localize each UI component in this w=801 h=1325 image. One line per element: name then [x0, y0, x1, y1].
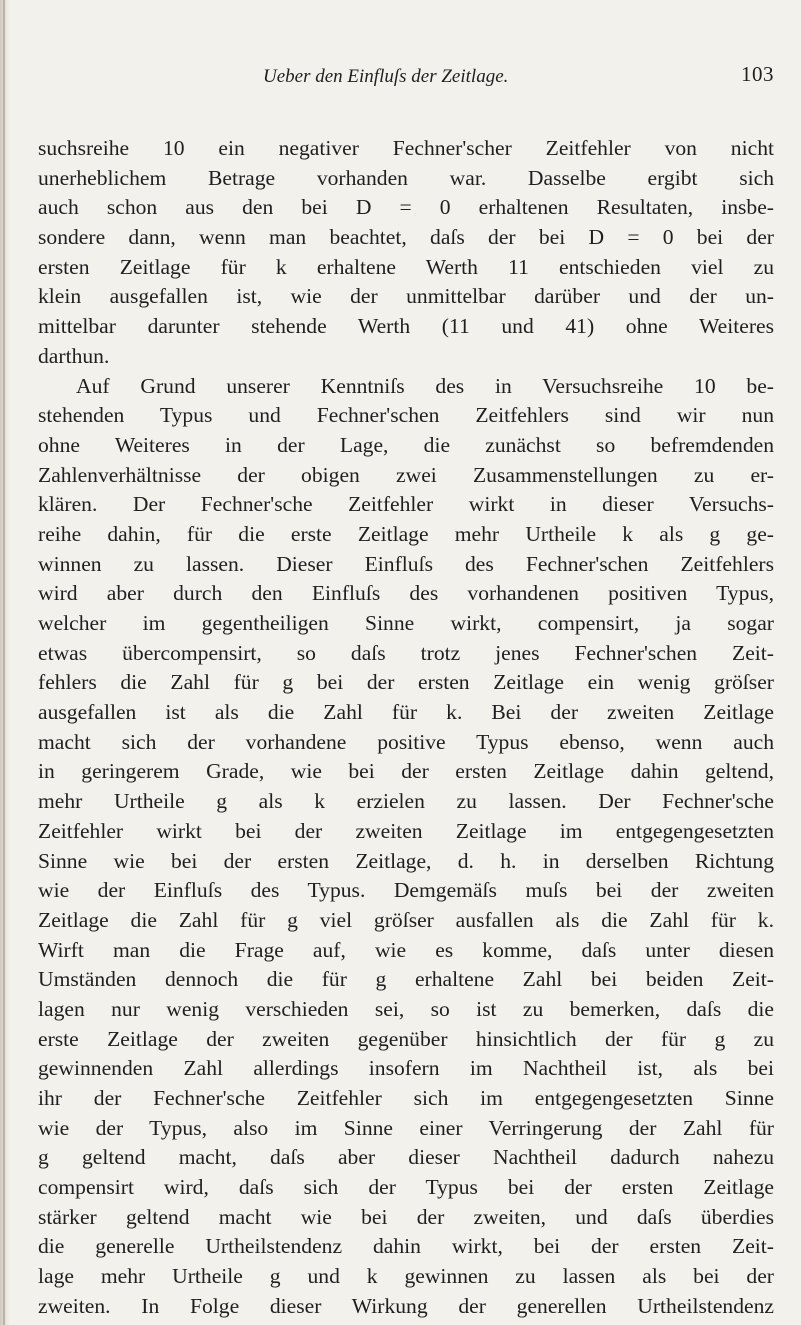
text-line: zweiten. In Folge dieser Wirkung der generellen Urtheilstendenz — [38, 1293, 774, 1318]
text-line: welcher im gegentheiligen Sinne wirkt, compensirt, ja sogar — [38, 611, 774, 635]
running-header — [38, 60, 774, 100]
text-line: sondere dann, wenn man beachtet, daſs der bei D = 0 bei der — [38, 225, 774, 250]
text-line: winnen zu lassen. Dieser Einfluſs des Fechner'schen Zeitfehlers — [38, 551, 774, 576]
text-line: ausgefallen ist als die Zahl für k. Bei der zweiten Zeitlage — [38, 700, 774, 725]
running-title: Ueber den Einfluſs der Zeitlage. — [263, 66, 509, 87]
text-line: stärker geltend macht wie bei der zweiten, und daſs überdies — [38, 1204, 774, 1229]
text-line: etwas übercompensirt, so daſs trotz jenes Fechner'schen Zeit- — [38, 640, 774, 665]
text-line: suchsreihe 10 ein negativer Fechner'scher Zeitfehler von nicht — [38, 136, 774, 160]
text-line: Wirft man die Frage auf, wie es komme, daſs unter diesen — [38, 937, 774, 962]
text-line: Zeitfehler wirkt bei der zweiten Zeitlage im entgegengesetzten — [38, 818, 774, 843]
text-line: ihr der Fechner'sche Zeitfehler sich im entgegengesetzten Sinne — [38, 1086, 774, 1110]
text-line: wie der Typus, also im Sinne einer Verringerung der Zahl für — [38, 1115, 774, 1140]
text-line: klären. Der Fechner'sche Zeitfehler wirkt in dieser Versuchs- — [38, 492, 774, 517]
text-line: darthun. — [38, 343, 110, 368]
text-line: ohne Weiteres in der Lage, die zunächst so befremdenden — [38, 432, 774, 457]
text-line: auch schon aus den bei D = 0 erhaltenen Resultaten, insbe- — [38, 195, 774, 220]
text-line: stehenden Typus und Fechner'schen Zeitfehlers sind wir nun — [38, 403, 774, 428]
text-line: lagen nur wenig verschieden sei, so ist zu bemerken, daſs die — [38, 996, 774, 1021]
text-line: mittelbar darunter stehende Werth (11 und 41) ohne Weiteres — [38, 314, 774, 339]
text-line: reihe dahin, für die erste Zeitlage mehr Urtheile k als g ge- — [38, 521, 774, 546]
text-line: lage mehr Urtheile g und k gewinnen zu lassen als bei der — [38, 1264, 774, 1289]
text-line: compensirt wird, daſs sich der Typus bei der ersten Zeitlage — [38, 1175, 774, 1200]
text-line: Auf Grund unserer Kenntniſs des in Versuchsreihe 10 be- — [76, 373, 774, 398]
binding-edge — [3, 0, 5, 1325]
text-line: mehr Urtheile g als k erzielen zu lassen. Der Fechner'sche — [38, 789, 774, 814]
text-line: Zahlenverhältnisse der obigen zwei Zusammenstellungen zu er- — [38, 462, 774, 487]
text-line: die generelle Urtheilstendenz dahin wirkt, bei der ersten Zeit- — [38, 1234, 774, 1259]
text-line: g geltend macht, daſs aber dieser Nachtheil dadurch nahezu — [38, 1145, 774, 1170]
page-body-text — [38, 134, 774, 1322]
text-line: erste Zeitlage der zweiten gegenüber hinsichtlich der für g zu — [38, 1026, 774, 1051]
text-line: in geringerem Grade, wie bei der ersten Zeitlage dahin geltend, — [38, 759, 774, 784]
text-line: fehlers die Zahl für g bei der ersten Zeitlage ein wenig gröſser — [38, 670, 774, 695]
book-page — [38, 60, 774, 1322]
page-number: 103 — [741, 62, 774, 86]
text-line: gewinnenden Zahl allerdings insofern im Nachtheil ist, als bei — [38, 1056, 774, 1081]
text-line: wird aber durch den Einfluſs des vorhandenen positiven Typus, — [38, 581, 774, 606]
text-line: wie der Einfluſs des Typus. Demgemäſs muſs bei der zweiten — [38, 878, 774, 903]
text-line: ersten Zeitlage für k erhaltene Werth 11 entschieden viel zu — [38, 254, 774, 279]
text-line: Zeitlage die Zahl für g viel gröſser ausfallen als die Zahl für k. — [38, 907, 774, 932]
text-line: macht sich der vorhandene positive Typus ebenso, wenn auch — [38, 729, 774, 754]
text-line: unerheblichem Betrage vorhanden war. Dasselbe ergibt sich — [38, 165, 774, 190]
text-line: Sinne wie bei der ersten Zeitlage, d. h. in derselben Richtung — [38, 848, 774, 873]
text-line: klein ausgefallen ist, wie der unmittelbar darüber und der un- — [38, 284, 774, 309]
book-spine-shadow — [0, 0, 10, 1325]
text-line: Umständen dennoch die für g erhaltene Zahl bei beiden Zeit- — [38, 967, 774, 992]
